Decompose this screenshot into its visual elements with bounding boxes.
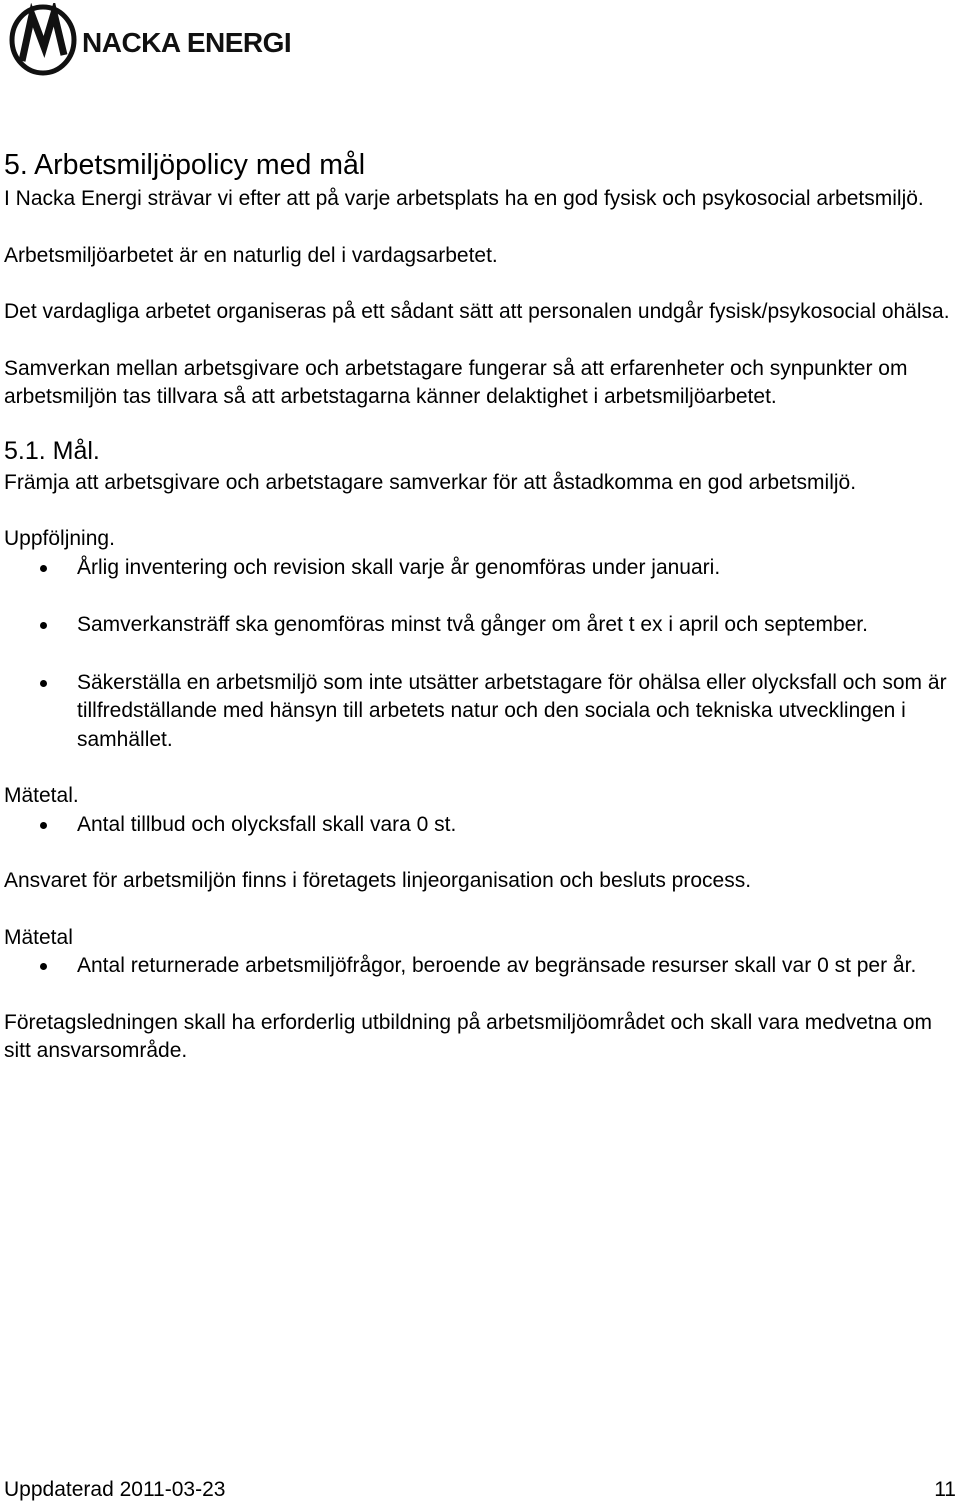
paragraph-cooperation: Samverkan mellan arbetsgivare och arbetstagare fungerar så att erfarenheter och synpunkter om arbetsmiljön tas tillvara så att arbetstagarna känner delaktighet i arbetsmiljöarbetet.: [4, 356, 908, 408]
closing-paragraph: Företagsledningen skall ha erforderlig utbildning på arbetsmiljöområdet och skall vara medvetna om sitt ansvarsområde.: [4, 1010, 932, 1062]
paragraph-natural-part: Arbetsmiljöarbetet är en naturlig del i vardagsarbetet.: [4, 243, 498, 267]
paragraph-daily-work: Det vardagliga arbetet organiseras på ett sådant sätt att personalen undgår fysisk/psykosocial ohälsa.: [4, 300, 950, 323]
bullet-icon: [40, 622, 47, 629]
bullet-icon: [40, 565, 47, 572]
goal-paragraph: Främja att arbetsgivare och arbetstagare samverkar för att åstadkomma en god arbetsmiljö.: [4, 470, 857, 494]
metric-list: [4, 811, 958, 840]
document-body: [4, 145, 958, 1066]
nacka-energi-logo-icon: [8, 3, 78, 77]
metric-list-2: [4, 952, 958, 981]
followup-list: [4, 554, 958, 755]
list-item: Antal returnerade arbetsmiljöfrågor, beroende av begränsade resurser skall var 0 st per år.: [4, 952, 958, 981]
logo-text: NACKA ENERGI: [82, 27, 292, 58]
followup-label: Uppföljning.: [4, 527, 115, 550]
list-item: Årlig inventering och revision skall varje år genomföras under januari.: [4, 554, 958, 583]
list-item: Antal tillbud och olycksfall skall vara 0 st.: [4, 811, 958, 840]
list-item: Samverkansträff ska genomföras minst två gånger om året t ex i april och september.: [4, 611, 958, 640]
intro-paragraph: I Nacka Energi strävar vi efter att på varje arbetsplats ha en god fysisk och psykosocial arbetsmiljö.: [4, 187, 924, 210]
section-title: 5. Arbetsmiljöpolicy med mål: [4, 149, 366, 181]
metric-label: Mätetal.: [4, 784, 79, 807]
updated-date: Uppdaterad 2011-03-23: [4, 1478, 226, 1501]
subsection-title: 5.1. Mål.: [4, 436, 100, 465]
bullet-icon: [40, 822, 47, 829]
page-footer: [4, 1476, 956, 1504]
bullet-icon: [40, 963, 47, 970]
page-number: 11: [934, 1478, 956, 1501]
company-logo: [8, 2, 291, 78]
bullet-icon: [40, 680, 47, 687]
list-item: Säkerställa en arbetsmiljö som inte utsätter arbetstagare för ohälsa eller olycksfall och som är tillfredställande med hänsyn till arbetets natur och den sociala och tekniska utvecklingen i samhället.: [4, 669, 958, 755]
responsibility-paragraph: Ansvaret för arbetsmiljön finns i företagets linjeorganisation och besluts process.: [4, 869, 752, 892]
metric-label-2: Mätetal: [4, 925, 73, 949]
